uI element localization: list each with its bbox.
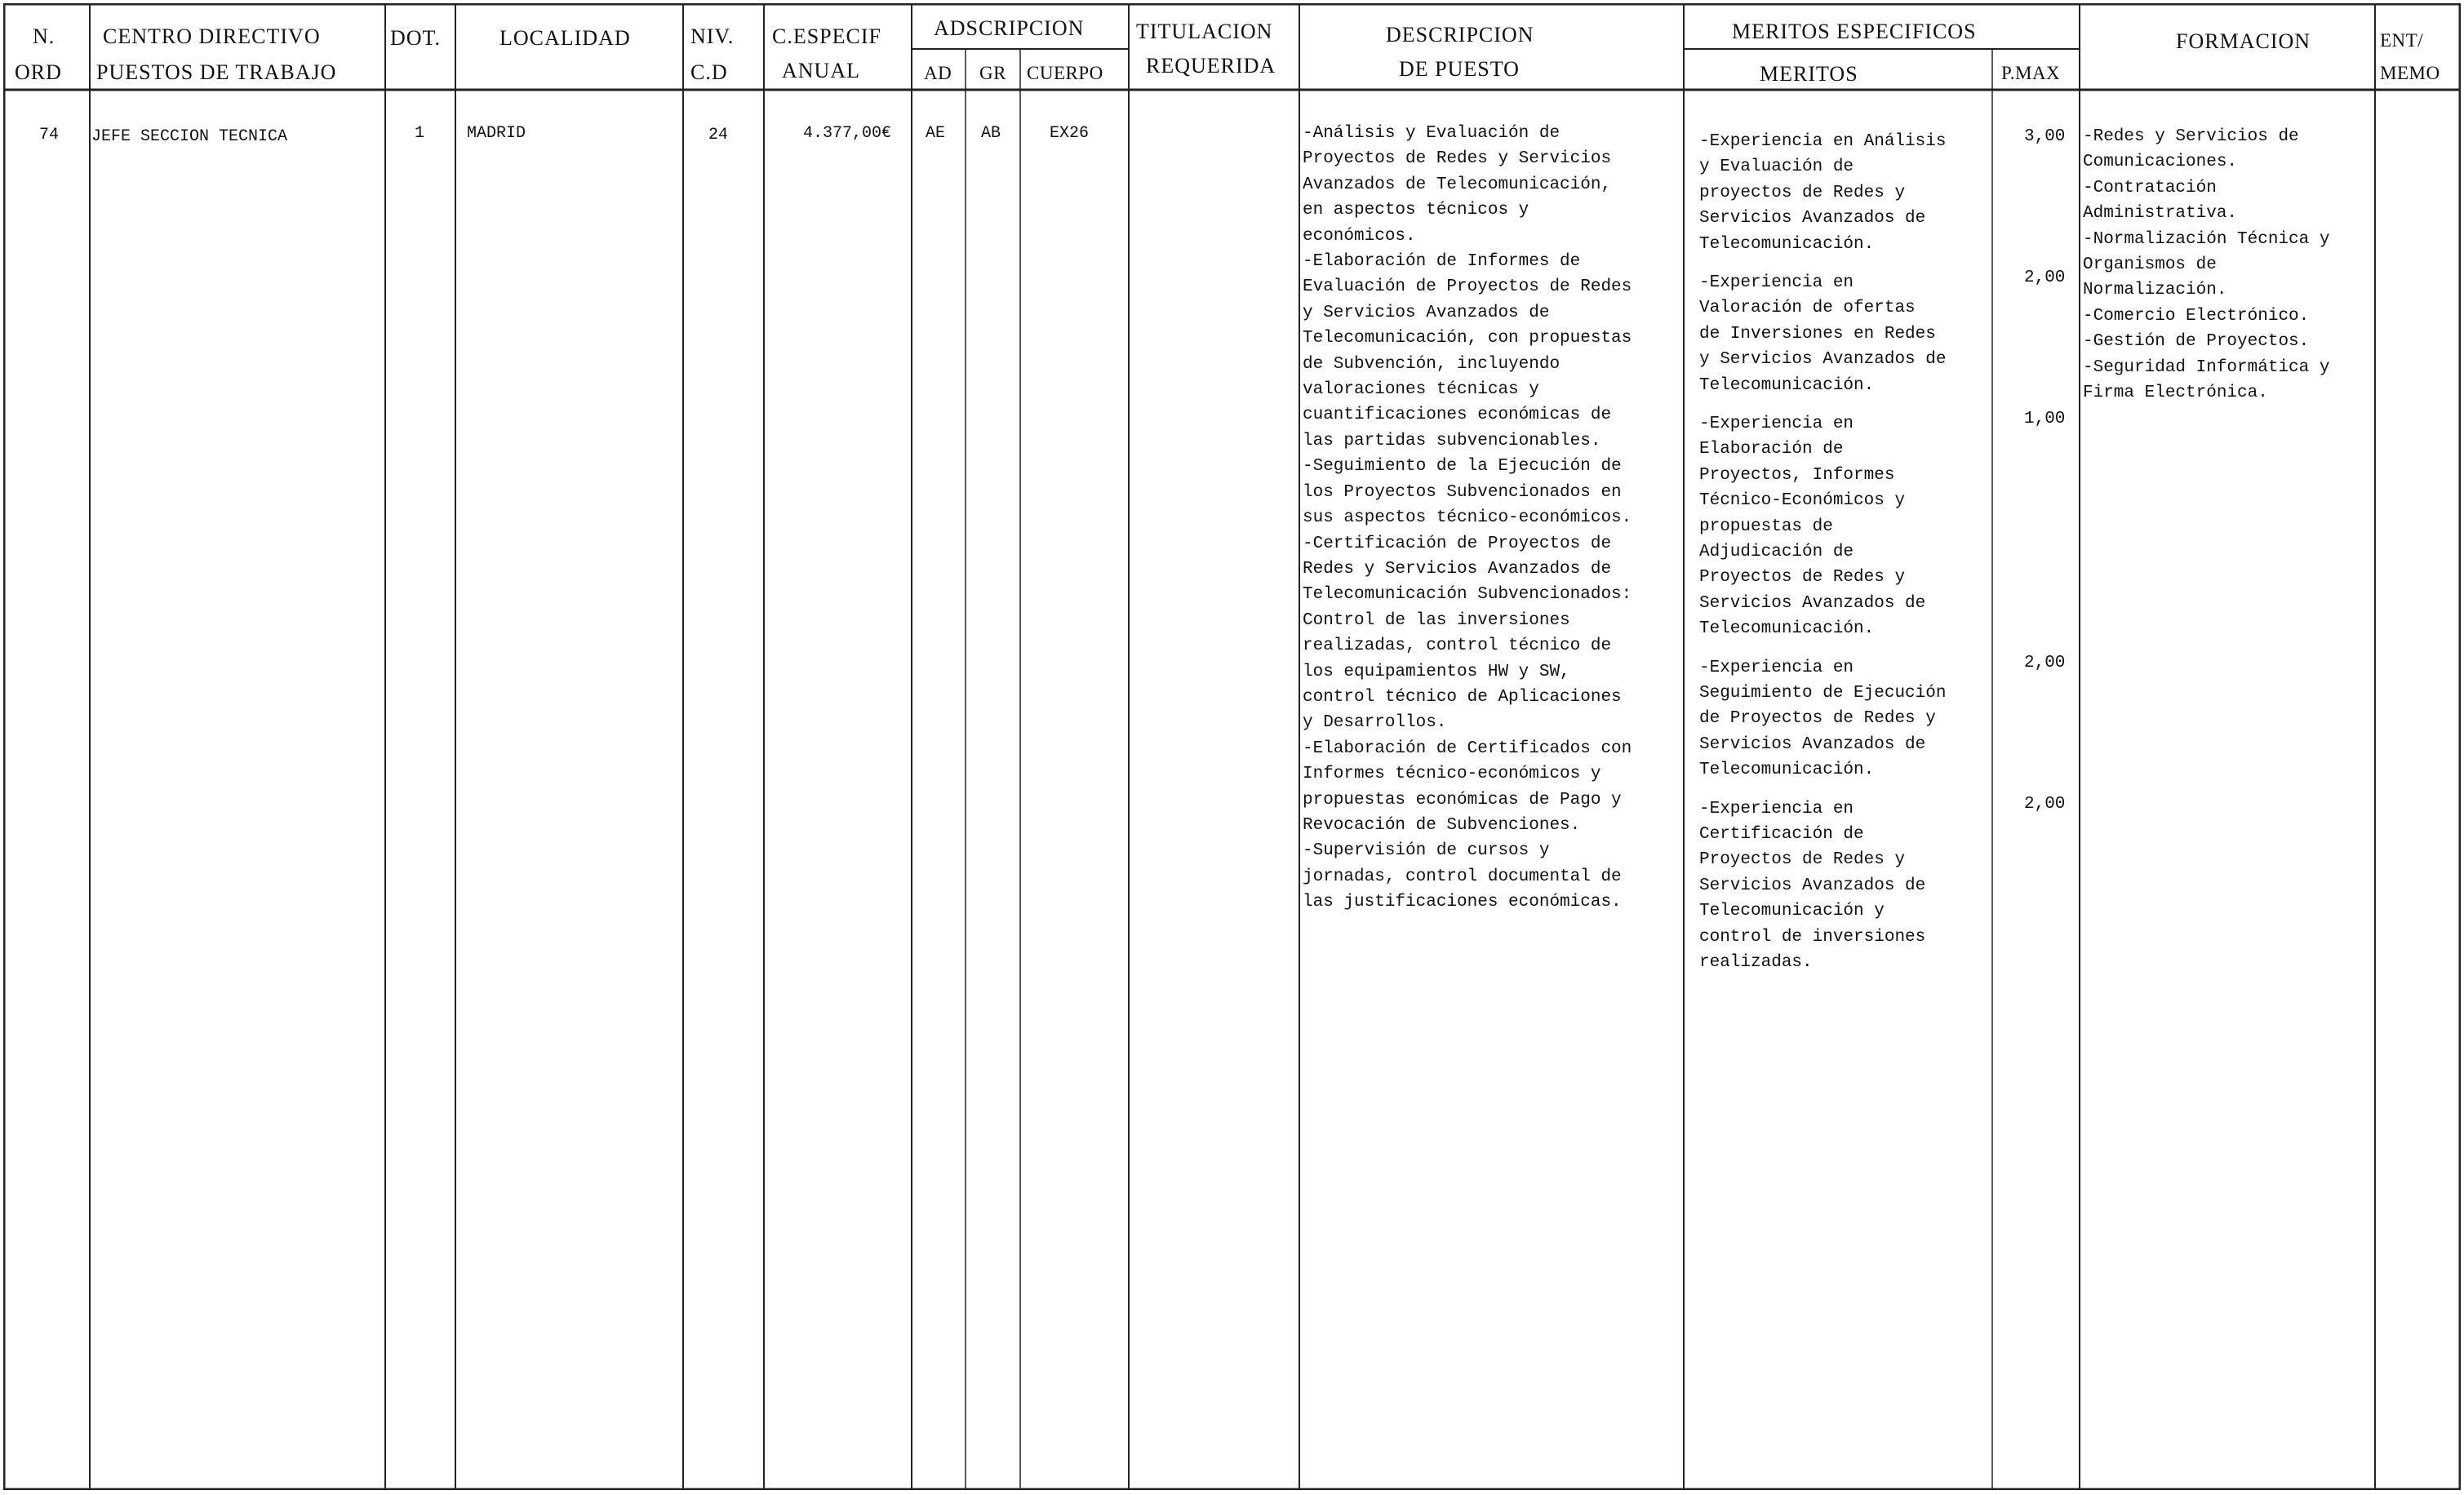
row-formacion xyxy=(2083,124,2329,406)
descripcion-line: control técnico de Aplicaciones xyxy=(1303,687,1622,707)
descripcion-line: en aspectos técnicos y xyxy=(1303,201,1529,220)
merit-line: Telecomunicación. xyxy=(1699,619,1875,639)
merit-line: y Evaluación de xyxy=(1699,157,1854,177)
descripcion-line: Control de las inversiones xyxy=(1303,610,1570,630)
header-c-especif: C.ESPECIF xyxy=(772,24,881,48)
descripcion-line: -Certificación de Proyectos de xyxy=(1303,534,1612,553)
descripcion-line: -Seguimiento de la Ejecución de xyxy=(1303,457,1622,477)
header-requerida: REQUERIDA xyxy=(1146,54,1276,78)
header-titulacion: TITULACION xyxy=(1136,20,1273,43)
merit-line: Valoración de ofertas xyxy=(1699,299,1916,318)
descripcion-line: las partidas subvencionables. xyxy=(1303,431,1601,450)
row-cuerpo: EX26 xyxy=(1050,124,1090,143)
descripcion-line: Telecomunicación Subvencionados: xyxy=(1303,585,1632,605)
header-cd: C.D xyxy=(690,60,728,84)
row-dot: 1 xyxy=(415,124,425,143)
descripcion-line: -Elaboración de Certificados con xyxy=(1303,739,1632,758)
header-adscripcion: ADSCRIPCION xyxy=(934,16,1085,40)
header-dot: DOT. xyxy=(390,26,442,50)
merit-line: Seguimiento de Ejecución xyxy=(1699,684,1947,703)
descripcion-line: Redes y Servicios Avanzados de xyxy=(1303,559,1612,579)
header-n: N. xyxy=(33,24,55,48)
header-ent: ENT/ xyxy=(2380,30,2424,51)
descripcion-line: las justificaciones económicas. xyxy=(1303,893,1622,912)
merit-pmax: 3,00 xyxy=(2024,127,2066,146)
formacion-line: -Normalización Técnica y xyxy=(2083,229,2330,249)
header-cuerpo: CUERPO xyxy=(1027,63,1103,83)
merit-line: Proyectos, Informes xyxy=(1699,465,1895,485)
header-meritos: MERITOS xyxy=(1760,62,1858,86)
formacion-line: -Gestión de Proyectos. xyxy=(2083,332,2310,352)
header-localidad: LOCALIDAD xyxy=(499,26,631,50)
merit-line: Servicios Avanzados de xyxy=(1699,734,1926,754)
formacion-line: -Comercio Electrónico. xyxy=(2083,306,2310,326)
descripcion-line: valoraciones técnicas y xyxy=(1303,380,1539,400)
merit-line: realizadas. xyxy=(1699,953,1813,973)
merit-line: Certificación de xyxy=(1699,825,1864,844)
row-niv: 24 xyxy=(708,126,729,144)
descripcion-line: -Elaboración de Informes de xyxy=(1303,252,1581,272)
merit-line: de Inversiones en Redes xyxy=(1699,324,1936,344)
descripcion-line: jornadas, control documental de xyxy=(1303,867,1622,886)
merit-line: Servicios Avanzados de xyxy=(1699,593,1926,613)
row-c-especif: 4.377,00€ xyxy=(803,124,892,143)
descripcion-line: los equipamientos HW y SW, xyxy=(1303,662,1570,681)
descripcion-line: de Subvención, incluyendo xyxy=(1303,354,1561,374)
merit-line: Servicios Avanzados de xyxy=(1699,876,1926,895)
descripcion-line: Telecomunicación, con propuestas xyxy=(1303,329,1632,348)
header-ad: AD xyxy=(924,63,952,83)
formacion-line: -Redes y Servicios de xyxy=(2083,127,2299,146)
formacion-line: Organismos de xyxy=(2083,255,2217,275)
row-puesto: JEFE SECCION TECNICA xyxy=(91,127,288,146)
merit-pmax: 2,00 xyxy=(2024,268,2066,287)
merit-line: -Experiencia en xyxy=(1699,658,1854,677)
header-ord: ORD xyxy=(15,60,62,84)
descripcion-line: Informes técnico-económicos y xyxy=(1303,765,1601,784)
merit-line: Adjudicación de xyxy=(1699,543,1854,562)
header-anual: ANUAL xyxy=(782,59,860,82)
merit-line: Telecomunicación. xyxy=(1699,375,1875,395)
merit-line: -Experiencia en xyxy=(1699,415,1854,433)
row-meritos xyxy=(1699,129,1993,1108)
descripcion-line: y Servicios Avanzados de xyxy=(1303,303,1550,322)
merit-line: proyectos de Redes y xyxy=(1699,183,1906,202)
formacion-line: Firma Electrónica. xyxy=(2083,384,2268,403)
row-descripcion xyxy=(1303,121,1632,916)
header-meritos-especificos: MERITOS ESPECIFICOS xyxy=(1732,20,1977,43)
header-descripcion: DESCRIPCION xyxy=(1386,23,1534,47)
header-puestos-trabajo: PUESTOS DE TRABAJO xyxy=(96,60,337,84)
merit-line: Proyectos de Redes y xyxy=(1699,568,1906,588)
merit-line: de Proyectos de Redes y xyxy=(1699,709,1936,729)
merit-pmax: 2,00 xyxy=(2024,794,2066,814)
row-pmax-column xyxy=(2024,129,2073,1108)
merit-line: y Servicios Avanzados de xyxy=(1699,350,1947,370)
merit-item xyxy=(1699,270,1946,398)
row-n-ord: 74 xyxy=(39,126,60,144)
row-localidad: MADRID xyxy=(467,124,526,143)
header-pmax: P.MAX xyxy=(2001,63,2061,83)
header-centro-directivo: CENTRO DIRECTIVO xyxy=(103,24,321,48)
header-niv: NIV. xyxy=(690,24,735,48)
job-posting-table xyxy=(3,3,2461,1490)
descripcion-line: realizadas, control técnico de xyxy=(1303,637,1612,656)
merit-line: -Experiencia en Análisis xyxy=(1699,132,1947,151)
merit-line: -Experiencia en xyxy=(1699,799,1854,818)
formacion-line: -Contratación xyxy=(2083,178,2217,197)
descripcion-line: -Análisis y Evaluación de xyxy=(1303,124,1561,143)
merit-pmax: 2,00 xyxy=(2024,653,2066,672)
descripcion-line: cuantificaciones económicas de xyxy=(1303,406,1612,425)
merit-item xyxy=(1699,655,1946,783)
merit-line: control de inversiones xyxy=(1699,927,1926,947)
merit-line: propuestas de xyxy=(1699,517,1833,536)
merit-line: Telecomunicación y xyxy=(1699,902,1885,921)
descripcion-line: Evaluación de Proyectos de Redes xyxy=(1303,277,1632,297)
header-memo: MEMO xyxy=(2380,63,2440,83)
descripcion-line: sus aspectos técnico-económicos. xyxy=(1303,508,1632,528)
descripcion-line: y Desarrollos. xyxy=(1303,713,1447,733)
descripcion-line: económicos. xyxy=(1303,226,1416,246)
merit-line: -Experiencia en xyxy=(1699,273,1854,292)
merit-line: Técnico-Económicos y xyxy=(1699,491,1906,511)
merit-line: Elaboración de xyxy=(1699,440,1844,459)
merit-item xyxy=(1699,411,1925,642)
merit-line: Telecomunicación. xyxy=(1699,761,1875,780)
descripcion-line: -Supervisión de cursos y xyxy=(1303,841,1550,861)
descripcion-line: los Proyectos Subvencionados en xyxy=(1303,482,1622,502)
merit-item xyxy=(1699,796,1925,976)
descripcion-line: Revocación de Subvenciones. xyxy=(1303,815,1581,835)
merit-item xyxy=(1699,129,1946,257)
header-gr: GR xyxy=(979,63,1006,83)
merit-line: Telecomunicación. xyxy=(1699,234,1875,254)
header-formacion: FORMACION xyxy=(2176,29,2311,53)
descripcion-line: Proyectos de Redes y Servicios xyxy=(1303,149,1612,169)
merit-line: Servicios Avanzados de xyxy=(1699,209,1926,228)
header-de-puesto: DE PUESTO xyxy=(1399,57,1520,81)
descripcion-line: propuestas económicas de Pago y xyxy=(1303,790,1622,810)
formacion-line: Administrativa. xyxy=(2083,204,2238,224)
descripcion-line: Avanzados de Telecomunicación, xyxy=(1303,175,1612,194)
formacion-line: -Seguridad Informática y xyxy=(2083,357,2330,377)
formacion-line: Normalización. xyxy=(2083,281,2227,300)
row-ad: AE xyxy=(926,124,946,143)
merit-pmax: 1,00 xyxy=(2024,410,2066,428)
merit-line: Proyectos de Redes y xyxy=(1699,850,1906,870)
formacion-line: Comunicaciones. xyxy=(2083,153,2238,172)
row-gr: AB xyxy=(981,124,1001,143)
